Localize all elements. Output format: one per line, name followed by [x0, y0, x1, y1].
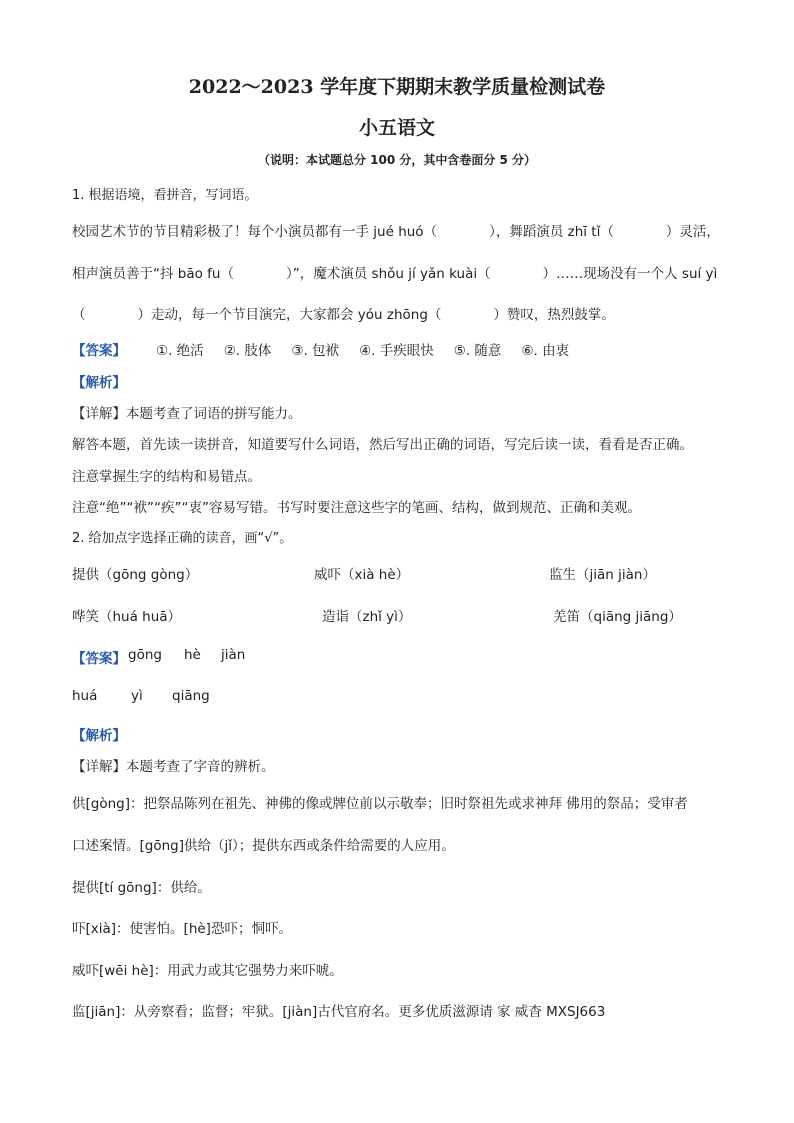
q1-detail: 注意“绝”“袱”“疾”“衷”容易写错。书写时要注意这些字的笔画、结构，做到规范、正确和美观。	[72, 500, 641, 516]
q2-stem: 2. 给加点字选择正确的读音，画“√”。	[72, 531, 293, 546]
q2-option: 造诣（zhǐ yì）	[322, 609, 412, 625]
q2-option: 提供（gōng gòng）	[72, 567, 199, 583]
q2-detail: 监[jiān]：从旁察看；监督；牢狱。[jiàn]古代官府名。更多优质滋源请 家 威杳 MXSJ663	[72, 1004, 606, 1020]
q1-text: 校园艺术节的节目精彩极了！每个小演员都有一手 jué huó（	[72, 224, 438, 240]
q1-answer-item: ⑤. 随意	[453, 343, 502, 359]
q2-detail: 威吓[wēi hè]：用武力或其它强势力来吓唬。	[72, 963, 343, 979]
q1-paragraph-line-3	[72, 303, 615, 323]
q1-stem: 1. 根据语境，看拼音，写词语。	[72, 188, 258, 203]
q1-paragraph-line-2	[72, 262, 717, 282]
q1-detail: 【详解】本题考查了词语的拼写能力。	[72, 406, 302, 422]
q1-answer-row	[72, 339, 589, 359]
analysis-tag: 【解析】	[72, 728, 126, 744]
q2-answer-row	[72, 647, 126, 667]
q1-text: ），舞蹈演员 zhī tǐ（	[489, 224, 614, 240]
q2-answer-item: yì	[131, 688, 143, 704]
q1-text: ）”，魔术演员 shǒu jí yǎn kuài（	[286, 266, 491, 282]
analysis-tag: 【解析】	[72, 375, 126, 391]
q2-option: 哗笑（huá huā）	[72, 609, 182, 625]
q2-detail: 吓[xià]：使害怕。[hè]恐吓；恫吓。	[72, 921, 292, 937]
q1-answer-item: ④. 手疾眼快	[359, 343, 434, 359]
q1-detail: 注意掌握生字的结构和易错点。	[72, 469, 261, 485]
q2-answer-item: jiàn	[221, 647, 246, 663]
q1-answer-item: ③. 包袱	[291, 343, 340, 359]
q2-detail: 口述案情。[gōng]供给（jǐ）；提供东西或条件给需要的人应用。	[72, 838, 455, 854]
q2-option: 威吓（xià hè）	[314, 567, 410, 583]
q2-answer-item: qiāng	[172, 688, 210, 704]
q2-detail: 【详解】本题考查了字音的辨析。	[72, 759, 275, 775]
q2-answer-item: huá	[72, 688, 98, 704]
q2-detail: 供[gòng]：把祭品陈列在祖先、神佛的像或牌位前以示敬奉；旧时祭祖先或求神拜 佛用的祭品；受审者	[72, 796, 688, 812]
q1-text: 相声演员善于“抖 bāo fu（	[72, 266, 234, 282]
q2-answer-item: hè	[184, 647, 201, 663]
q1-text: （	[72, 307, 86, 323]
q1-detail: 解答本题，首先读一读拼音，知道要写什么词语，然后写出正确的词语，写完后读一读，看看是否正确。	[72, 437, 693, 453]
q2-answer-item: gōng	[128, 647, 162, 663]
answer-tag: 【答案】	[72, 651, 126, 667]
q2-detail: 提供[tí gōng]：供给。	[72, 880, 211, 896]
q1-answer-item: ②. 肢体	[223, 343, 272, 359]
q1-answer-item: ⑥. 由衷	[521, 343, 570, 359]
q1-text: ）走动，每一个节目演完，大家都会 yóu zhōng（	[137, 307, 442, 323]
q1-text: ）赞叹，热烈鼓掌。	[493, 307, 615, 323]
exam-note: （说明：本试题总分 100 分，其中含卷面分 5 分）	[257, 153, 537, 167]
page-title: 2022～2023 学年度下期期末教学质量检测试卷	[188, 76, 606, 98]
q2-option: 监生（jiān jiàn）	[549, 567, 656, 583]
q1-text: ）……现场没有一个人 suí yì	[542, 266, 718, 282]
answer-tag: 【答案】	[72, 343, 126, 359]
q1-answer-item: ①. 绝活	[156, 343, 204, 359]
q1-text: ）灵活，	[665, 224, 720, 240]
q1-paragraph-line-1	[72, 220, 720, 240]
q2-option: 羌笛（qiāng jiāng）	[553, 609, 682, 625]
page-subtitle: 小五语文	[358, 117, 435, 139]
